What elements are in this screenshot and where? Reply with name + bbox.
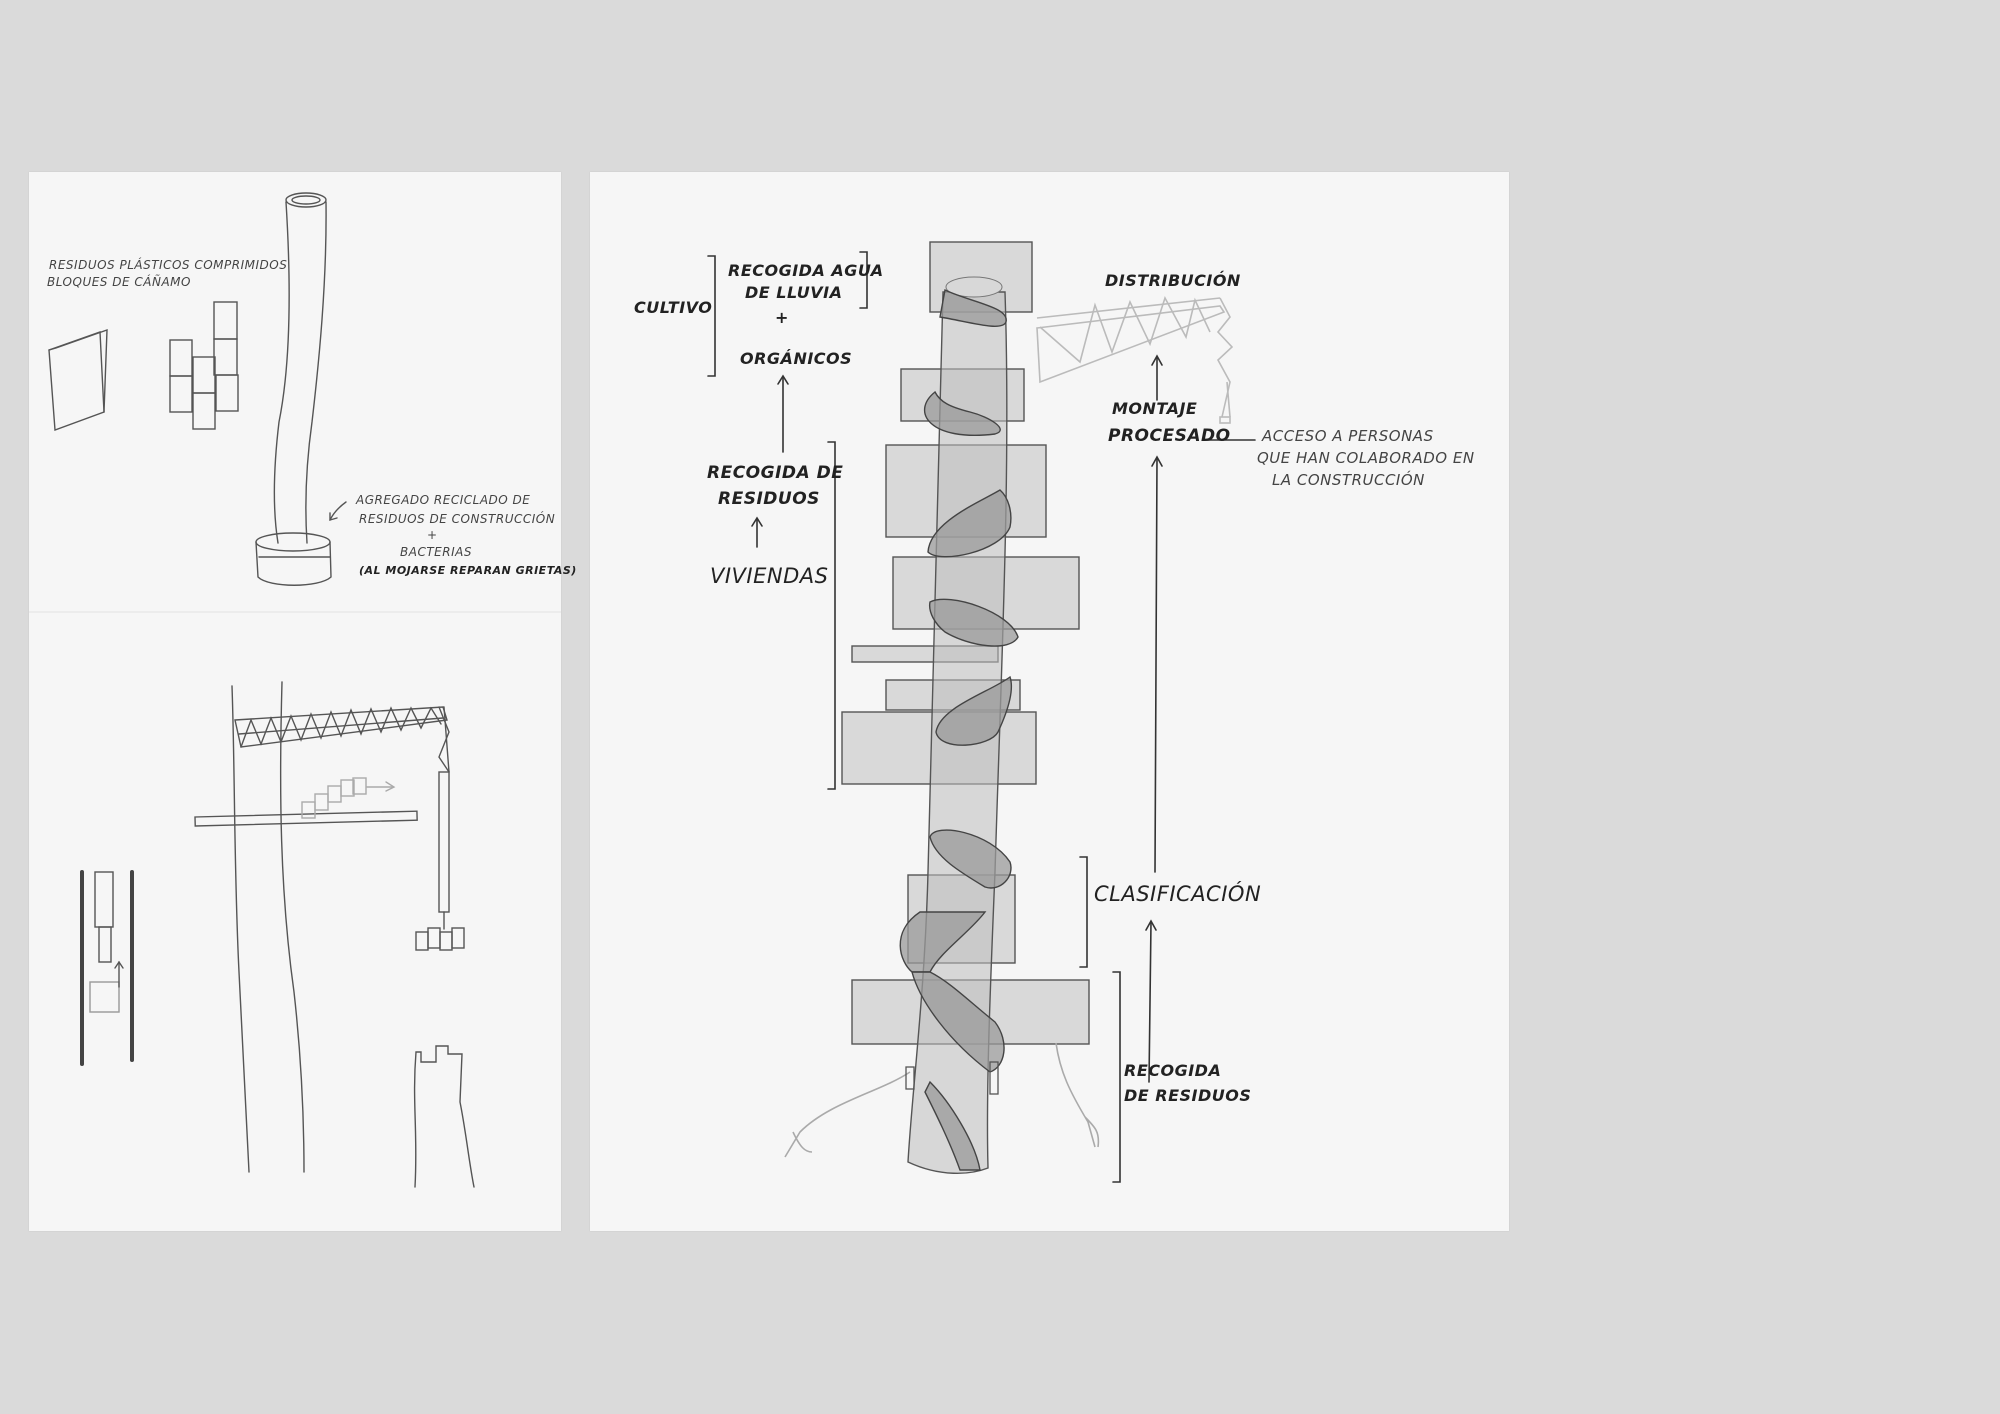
left-sketch xyxy=(29,172,561,1231)
materials-label-1: RESIDUOS PLÁSTICOS COMPRIMIDOS xyxy=(49,258,288,272)
label-clasificacion: CLASIFICACIÓN xyxy=(1094,882,1262,906)
stacked-blocks-sketch xyxy=(170,302,238,429)
label-organicos: ORGÁNICOS xyxy=(740,349,853,368)
label-agua-1: RECOGIDA AGUA xyxy=(728,261,884,280)
label-recogida-bottom-1: RECOGIDA xyxy=(1124,1061,1222,1080)
label-acceso-3: LA CONSTRUCCIÓN xyxy=(1272,471,1425,489)
label-viviendas: VIVIENDAS xyxy=(710,564,829,588)
base-label-1: AGREGADO RECICLADO DE xyxy=(356,493,531,507)
base-label-2: RESIDUOS DE CONSTRUCCIÓN xyxy=(359,512,556,526)
label-cultivo: CULTIVO xyxy=(634,298,713,317)
label-procesado: PROCESADO xyxy=(1108,426,1231,446)
materials-label-2: BLOQUES DE CÁÑAMO xyxy=(47,275,191,289)
label-montaje: MONTAJE xyxy=(1112,399,1198,418)
label-recogida-top-1: RECOGIDA DE xyxy=(707,463,844,483)
castle-tower-sketch xyxy=(415,1046,474,1187)
crane-construction-sketch xyxy=(82,682,474,1187)
base-label-3: BACTERIAS xyxy=(400,545,472,559)
tower-sketch xyxy=(590,172,1509,1231)
label-acceso-1: ACCESO A PERSONAS xyxy=(1262,427,1434,445)
label-agua-2: DE LLUVIA xyxy=(745,283,843,302)
base-plus: + xyxy=(427,528,438,542)
hemp-block-sketch xyxy=(49,330,107,430)
column-sketch xyxy=(256,193,346,585)
base-label-4: (AL MOJARSE REPARAN GRIETAS) xyxy=(359,564,577,577)
label-acceso-2: QUE HAN COLABORADO EN xyxy=(1257,449,1475,467)
label-plus: + xyxy=(775,308,789,327)
label-recogida-top-2: RESIDUOS xyxy=(718,489,820,509)
left-sheet xyxy=(29,172,577,1231)
label-recogida-bottom-2: DE RESIDUOS xyxy=(1124,1086,1252,1105)
print-head-sketch xyxy=(82,872,132,1064)
label-distribucion: DISTRIBUCIÓN xyxy=(1105,271,1241,290)
right-sheet xyxy=(590,172,1509,1231)
